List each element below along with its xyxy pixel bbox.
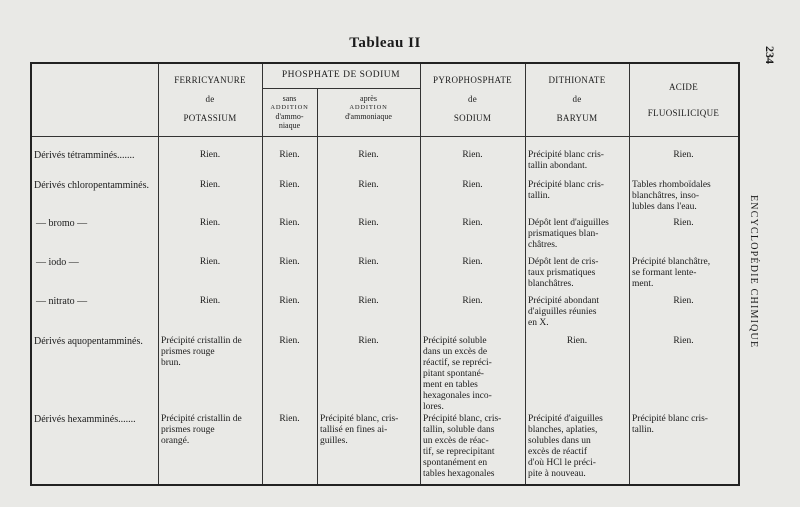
cell-5-4: Rien. — [462, 296, 483, 306]
table-title: Tableau II — [349, 35, 421, 51]
row-label-bromo: — bromo — — [36, 218, 88, 229]
table-frame — [30, 62, 740, 486]
row-label-chloropentammines: Dérivés chloropentamminés. — [34, 180, 149, 191]
rule-v6 — [629, 64, 630, 484]
rule-v5 — [525, 64, 526, 484]
cell-4-2: Rien. — [279, 257, 300, 267]
cell-6-5: Rien. — [566, 336, 588, 346]
rule-v3 — [317, 88, 318, 484]
cell-3-5: Dépôt lent d'aiguilles prismatiques blan- châtres. — [528, 218, 609, 250]
page-number: 234 — [763, 46, 777, 64]
rule-h-phosphate — [262, 88, 420, 89]
cell-1-4: Rien. — [462, 150, 483, 160]
header-pyrophosphate: PYROPHOSPHATE de SODIUM — [433, 75, 512, 123]
cell-4-4: Rien. — [462, 257, 483, 267]
cell-4-1: Rien. — [199, 257, 221, 267]
cell-3-6: Rien. — [673, 218, 694, 228]
cell-6-1: Précipité cristallin de prismes rouge brun. — [161, 336, 242, 368]
cell-6-2: Rien. — [279, 336, 300, 346]
cell-6-4: Précipité soluble dans un excès de réactif, se repréci- pitant spontané- ment en tables hexagonales inco- lores. — [423, 336, 492, 412]
cell-7-3: Précipité blanc, cris- tallisé en fines ai- guilles. — [320, 414, 399, 446]
cell-1-3: Rien. — [358, 150, 379, 160]
cell-1-2: Rien. — [279, 150, 300, 160]
cell-5-6: Rien. — [673, 296, 694, 306]
cell-1-6: Rien. — [673, 150, 694, 160]
cell-7-1: Précipité cristallin de prismes rouge orangé. — [161, 414, 242, 446]
rule-h-header — [32, 136, 738, 137]
cell-7-6: Précipité blanc cris- tallin. — [632, 414, 708, 435]
cell-5-3: Rien. — [358, 296, 379, 306]
header-ferricyanure: FERRICYANURE de POTASSIUM — [174, 75, 246, 123]
cell-4-3: Rien. — [358, 257, 379, 267]
rule-v1 — [158, 64, 159, 484]
cell-6-6: Rien. — [673, 336, 694, 346]
header-phosphate: PHOSPHATE DE SODIUM — [281, 70, 401, 80]
cell-2-6: Tables rhomboïdales blanchâtres, inso- lubles dans l'eau. — [632, 180, 711, 212]
row-label-aquopentammines: Dérivés aquopentamminés. — [34, 336, 143, 347]
cell-2-3: Rien. — [358, 180, 379, 190]
row-label-iodo: — iodo — — [36, 257, 79, 268]
cell-1-5: Précipité blanc cris- tallin abondant. — [528, 150, 604, 171]
cell-2-4: Rien. — [462, 180, 483, 190]
cell-7-5: Précipité d'aiguilles blanches, aplaties, solubles dans un excès de réactif d'où HCl le préci- pite à nouveau. — [528, 414, 603, 479]
cell-3-1: Rien. — [199, 218, 221, 228]
header-sans-addition: sans ADDITION d'ammo- niaque — [270, 94, 309, 130]
row-label-nitrato: — nitrato — — [36, 296, 88, 307]
cell-2-5: Précipité blanc cris- tallin. — [528, 180, 604, 201]
cell-3-4: Rien. — [462, 218, 483, 228]
cell-6-3: Rien. — [358, 336, 379, 346]
cell-5-1: Rien. — [199, 296, 221, 306]
header-dithionate: DITHIONATE de BARYUM — [548, 75, 606, 123]
row-label-hexammines: Dérivés hexamminés....... — [34, 414, 136, 425]
header-acide: ACIDE FLUOSILICIQUE — [647, 82, 720, 118]
cell-4-6: Précipité blanchâtre, se formant lente- ment. — [632, 257, 711, 289]
cell-7-2: Rien. — [279, 414, 300, 424]
cell-4-5: Dépôt lent de cris- taux prismatiques blanchâtres. — [528, 257, 599, 289]
cell-3-3: Rien. — [358, 218, 379, 228]
cell-2-1: Rien. — [199, 180, 221, 190]
rule-v4 — [420, 64, 421, 484]
cell-1-1: Rien. — [199, 150, 221, 160]
cell-5-2: Rien. — [279, 296, 300, 306]
cell-7-4: Précipité blanc, cris- tallin, soluble dans un excès de réac- tif, se reprecipitant spontanément en tables hexagonales — [423, 414, 502, 479]
row-label-tetrammines: Dérivés tétramminés....... — [34, 150, 135, 161]
cell-2-2: Rien. — [279, 180, 300, 190]
running-head: ENCYCLOPÉDIE CHIMIQUE — [748, 195, 759, 349]
cell-3-2: Rien. — [279, 218, 300, 228]
header-apres-addition: après ADDITION d'ammoniaque — [345, 94, 392, 121]
cell-5-5: Précipité abondant d'aiguilles réunies en X. — [528, 296, 599, 328]
